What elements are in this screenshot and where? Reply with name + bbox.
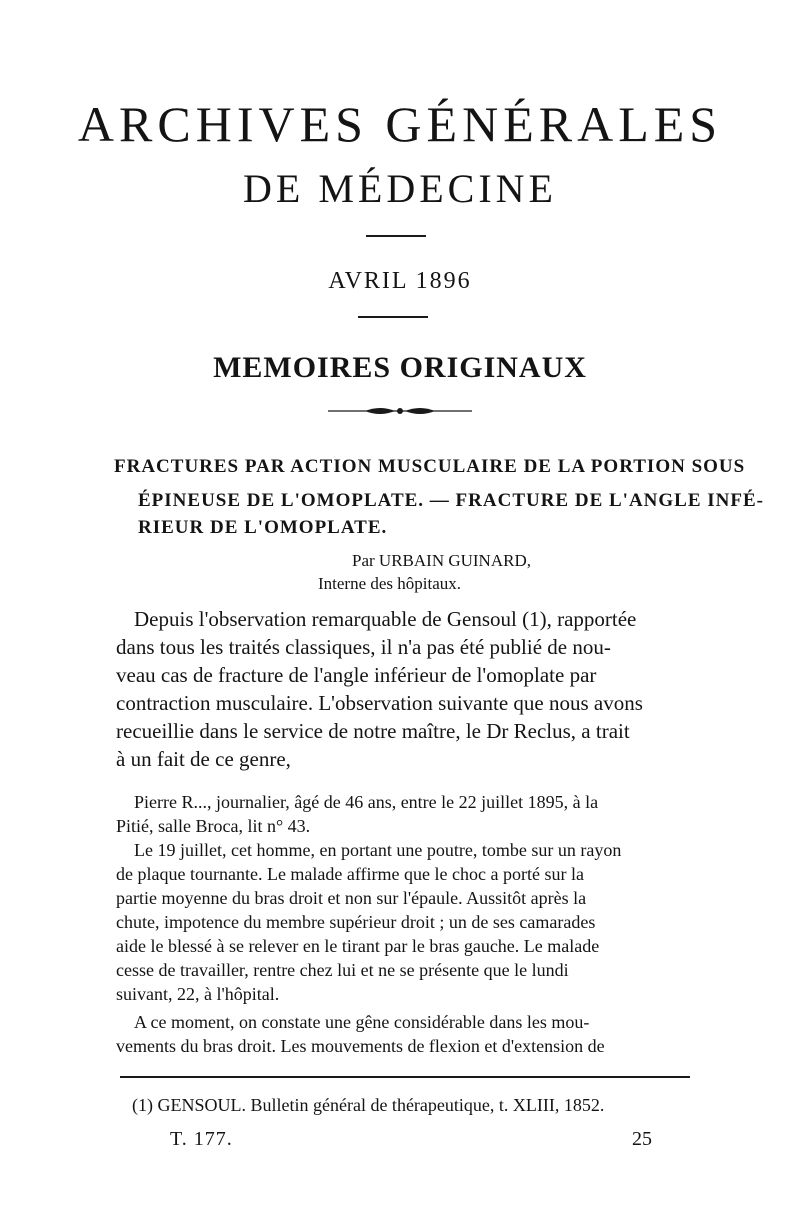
author-name: URBAIN GUINARD, xyxy=(378,551,531,570)
journal-title: ARCHIVES GÉNÉRALES xyxy=(77,96,723,152)
issue-date: AVRIL 1896 xyxy=(328,268,472,294)
article-title-line: RIEUR DE L'OMOPLATE. xyxy=(138,517,388,538)
observation-line: chute, impotence du membre supérieur droit ; un de ses camarades xyxy=(116,912,596,932)
observation-line: Le 19 juillet, cet homme, en portant une poutre, tombe sur un rayon xyxy=(134,840,622,860)
ornament-divider xyxy=(325,401,475,421)
divider-rule xyxy=(366,235,426,237)
page-number: 25 xyxy=(632,1128,652,1150)
signature-mark: T. 177. xyxy=(170,1128,233,1150)
author-title: Interne des hôpitaux. xyxy=(318,574,462,593)
journal-subtitle: DE MÉDECINE xyxy=(243,166,557,211)
section-title: MEMOIRES ORIGINAUX xyxy=(213,351,587,384)
observation-line: Pitié, salle Broca, lit n° 43. xyxy=(116,816,311,836)
byline-prefix: Par xyxy=(352,551,375,570)
paragraph-line: Depuis l'observation remarquable de Gensoul (1), rapportée xyxy=(134,607,637,631)
observation-line: Pierre R..., journalier, âgé de 46 ans, entre le 22 juillet 1895, à la xyxy=(134,792,599,812)
paragraph-line: contraction musculaire. L'observation suivante que nous avons xyxy=(116,691,643,715)
paragraph-line: à un fait de ce genre, xyxy=(116,747,291,771)
observation-line: aide le blessé à se relever en le tirant par le bras gauche. Le malade xyxy=(116,936,600,956)
observation-line: vements du bras droit. Les mouvements de flexion et d'extension de xyxy=(116,1036,605,1056)
divider-rule xyxy=(358,316,428,318)
observation-line: A ce moment, on constate une gêne considérable dans les mou- xyxy=(134,1012,590,1032)
paragraph-line: recueillie dans le service de notre maître, le Dr Reclus, a trait xyxy=(116,719,630,743)
observation-line: partie moyenne du bras droit et non sur l'épaule. Aussitôt après la xyxy=(116,888,587,908)
paragraph-line: veau cas de fracture de l'angle inférieur de l'omoplate par xyxy=(116,663,597,687)
article-title-line: FRACTURES PAR ACTION MUSCULAIRE DE LA PORTION SOUS xyxy=(114,456,746,477)
footnote-rule xyxy=(120,1076,690,1078)
observation-line: suivant, 22, à l'hôpital. xyxy=(116,984,280,1004)
observation-line: de plaque tournante. Le malade affirme que le choc a porté sur la xyxy=(116,864,584,884)
article-title-line: ÉPINEUSE DE L'OMOPLATE. — FRACTURE DE L'ANGLE INFÉ- xyxy=(138,490,764,511)
observation-line: cesse de travailler, rentre chez lui et ne se présente que le lundi xyxy=(116,960,569,980)
paragraph-line: dans tous les traités classiques, il n'a pas été publié de nou- xyxy=(116,635,611,659)
byline xyxy=(352,550,531,572)
footnote: (1) GENSOUL. Bulletin général de thérapeutique, t. XLIII, 1852. xyxy=(132,1095,605,1115)
